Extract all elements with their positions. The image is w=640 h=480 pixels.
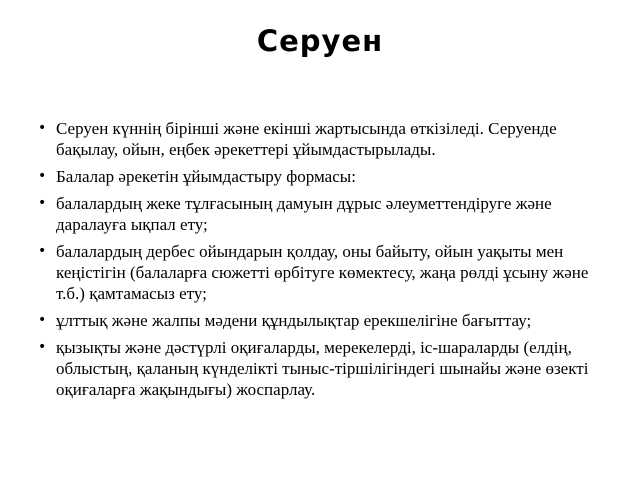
- bullet-text: балалардың дербес ойындарын қолдау, оны байыту, ойын уақыты мен кеңістігін (балаларға сюжетті өрбітуге көмектесу, жаңа рөлді ұсыну және т.б.) қамтамасыз ету;: [56, 242, 589, 303]
- bullet-item-1: [38, 118, 608, 160]
- bullet-icon: •: [38, 243, 47, 259]
- bullet-icon: •: [38, 168, 47, 184]
- slide-title: Серуен: [256, 24, 384, 58]
- bullet-item-3: [38, 193, 608, 235]
- bullet-item-5: [38, 310, 608, 331]
- bullet-item-4: [38, 241, 608, 304]
- bullet-text: балалардың жеке тұлғасының дамуын дұрыс әлеуметтендіруге және даралауға ықпал ету;: [56, 194, 552, 234]
- bullet-text: қызықты және дәстүрлі оқиғаларды, мерекелерді, іс-шараларды (елдің, облыстың, қаланың күнделікті тыныс-тіршілігіндегі шынайы және өзекті оқиғаларға жақындығы) жоспарлау.: [56, 338, 589, 399]
- bullet-text: ұлттық және жалпы мәдени құндылықтар ерекшелігіне бағыттау;: [56, 311, 532, 330]
- bullet-text: Балалар әрекетін ұйымдастыру формасы:: [56, 167, 356, 186]
- bullet-list: [38, 118, 608, 406]
- bullet-text: Серуен күннің бірінші және екінші жартысында өткізіледі. Серуенде бақылау, ойын, еңбек әрекеттері ұйымдастырылады.: [56, 119, 557, 159]
- bullet-icon: •: [38, 312, 47, 328]
- bullet-icon: •: [38, 120, 47, 136]
- bullet-icon: •: [38, 195, 47, 211]
- bullet-icon: •: [38, 339, 47, 355]
- bullet-item-2: [38, 166, 608, 187]
- bullet-item-6: [38, 337, 608, 400]
